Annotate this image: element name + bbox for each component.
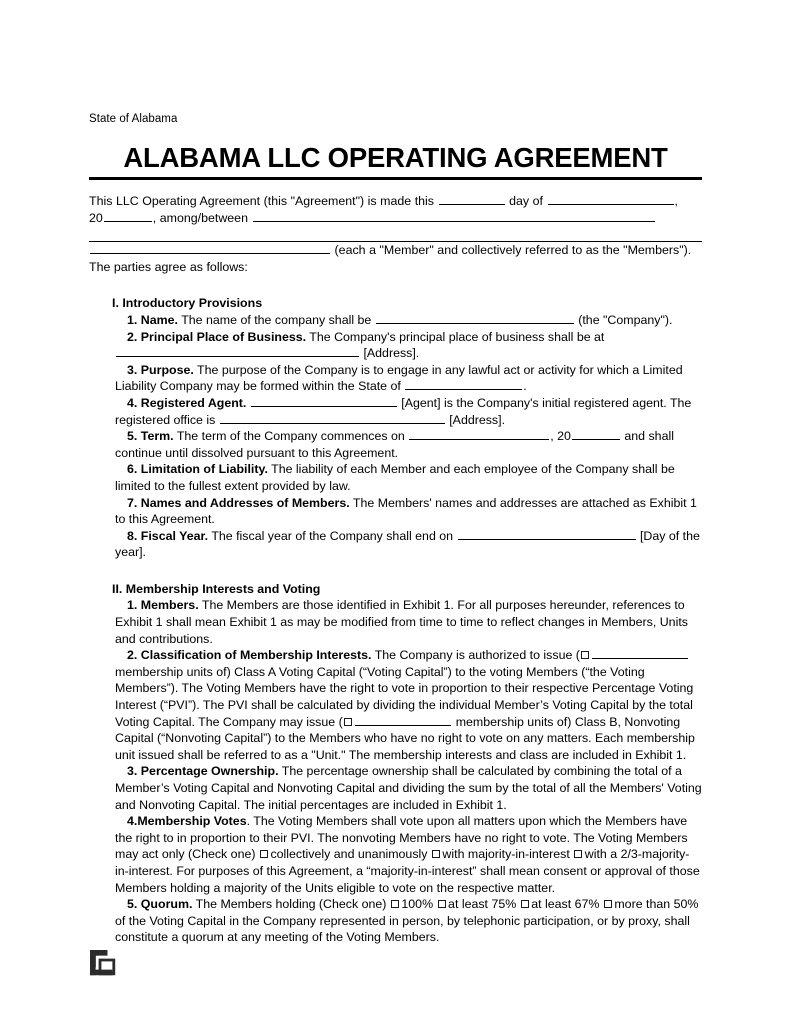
clause-ii-4-membership-votes [115,813,702,896]
clause-number: 8. [127,528,138,543]
intro-line-4: The parties agree as follows: [89,259,248,274]
clause-number: 4. [127,814,138,829]
clause-lead: Limitation of Liability. [140,462,268,477]
clause-number: 3. [127,362,138,377]
clause-text-tail: For purposes of this Agreement, a “majority-in-interest” shall mean consent or approval of those Members holding a majority of the Units eligible to vote on the respective matter. [115,863,700,895]
clause-ii-2-classification [115,647,702,763]
clause-lead: Names and Addresses of Members. [140,495,350,510]
clause-lead: Quorum. [140,897,193,912]
clause-text-tail: . [523,379,527,394]
clause-text-tail: and shall continue until dissolved pursuant to this Agreement. [115,429,674,460]
blank-state[interactable] [405,378,522,390]
option-label-collectively: collectively and unanimously [270,847,428,862]
clause-text: The Members holding (Check one) [195,897,387,912]
clause-5-term [115,428,702,461]
option-label-quorum-75: at least 75% [448,897,517,912]
option-label-quorum-100: 100% [401,897,434,912]
option-label-quorum-more: more [614,897,643,912]
document-content [89,112,702,946]
page-title: ALABAMA LLC OPERATING AGREEMENT [123,142,668,173]
clause-text: The Company's principal place of business shall be at [309,329,605,344]
clause-2-principal-place [127,329,702,346]
clause-text-mid: , 20 [550,429,571,444]
blank-parties-1[interactable] [253,210,655,222]
clause-text: The liability of each Member and each employee of the Company shall be limited to the fullest extent provided by law. [115,462,675,493]
clause-text-tail: than 50% of the Voting Capital in the Company represented in person, by telephonic participation, or by proxy, shall constitute a quorum at any meeting of the Voting Members. [115,897,699,945]
checkbox-class-b-units[interactable] [344,718,352,726]
intro-line-2 [89,210,702,227]
blank-day[interactable] [439,193,505,205]
checkbox-quorum-more-than-50[interactable] [604,900,612,908]
checkbox-vote-two-thirds[interactable] [574,850,582,858]
clause-text: The purpose of the Company is to engage in any lawful act or activity for which a Limited Liability Company may be formed within the State of [115,362,683,394]
checkbox-quorum-100[interactable] [391,900,399,908]
clause-lead: Registered Agent. [140,395,247,410]
clause-number: 6. [127,462,138,477]
clause-text: . The Voting Members shall vote upon all matters upon which the Members have the right to in proportion to their PVI. The nonvoting Members have no right to vote. The Voting Members may act only (Check one) [115,814,688,862]
clause-number: 5. [127,897,138,912]
section-heading-2: II. Membership Interests and Voting [112,581,321,596]
clause-ii-5-quorum [115,896,702,946]
clause-text-tail: membership units of) Class B, Nonvoting Capital (“Nonvoting Capital”) to the Members who have no right to vote on any matters. Each membership unit issued shall be referred to as a "Unit." The membership interests and class are included in Exhibit 1. [115,714,695,762]
clause-lead: Name. [140,312,178,327]
clause-lead: Fiscal Year. [140,528,209,543]
clause-6-limitation-of-liability [115,461,702,494]
title-underline [89,177,702,180]
clause-lead: Purpose. [140,362,194,377]
clause-number: 5. [127,429,138,444]
clause-ii-1-members [115,597,702,647]
title-block [89,142,702,180]
intro-line-3 [89,242,702,259]
clause-lead: Percentage Ownership. [140,764,279,779]
intro-text-c: , [674,194,678,208]
clause-text-mid: membership units of) Class A Voting Capital (“Voting Capital”) to the voting Members (“the Voting Members”). The Voting Members have the right to vote in proportion to their respective Percentage Voting Interest (“PVI”). The PVI shall be calculated by dividing the individual Member’s Voting Capital by the total Voting Capital. The Company may issue ( [115,664,694,729]
clause-text: The percentage ownership shall be calculated by combining the total of a Member’s Voting Capital and Nonvoting Capital and dividing the sum by the total of all the Members' Voting and Nonvoting Capital. The initial percentages are included in Exhibit 1. [115,764,702,812]
clause-text: The term of the Company commences on [176,429,405,444]
blank-year[interactable] [104,210,152,222]
legal-templates-logo-icon [90,950,118,978]
clause-number: 1. [127,598,138,613]
blank-agent-name[interactable] [251,395,397,407]
clause-lead: Principal Place of Business. [140,329,307,344]
clause-lead: Classification of Membership Interests. [140,648,372,663]
clause-ii-3-percentage-ownership [115,763,702,813]
checkbox-quorum-75[interactable] [438,900,446,908]
intro-among: , among/between [152,210,248,225]
clause-8-fiscal-year [115,528,702,561]
clause-number: 4. [127,395,138,410]
clause-text-tail: [Address]. [449,412,506,427]
blank-fiscal-year-end[interactable] [458,528,636,540]
section-introductory-provisions [89,295,702,561]
blank-commence-year[interactable] [572,428,620,440]
clause-2-address-line [115,345,702,362]
clause-text-tail: [Address]. [363,346,420,361]
blank-company-name[interactable] [376,312,574,324]
blank-class-b-units[interactable] [355,714,451,726]
section-heading-1: I. Introductory Provisions [112,296,263,311]
blank-parties-3[interactable] [90,242,330,254]
state-line: State of Alabama [89,113,178,125]
intro-text-b: day of [509,194,543,208]
clause-7-names-addresses [115,495,702,528]
clause-number: 1. [127,312,138,327]
checkbox-quorum-67[interactable] [521,900,529,908]
blank-parties-2[interactable] [89,226,702,242]
clause-3-purpose [115,362,702,395]
option-label-quorum-67: at least 67% [531,897,600,912]
clause-lead: Membership Votes [137,814,247,829]
clause-lead: Members. [140,598,199,613]
blank-business-address[interactable] [116,345,359,357]
clause-text: The Company is authorized to issue ( [374,648,580,663]
intro-year-prefix: 20 [89,210,103,225]
option-label-majority: with majority-in-interest [442,847,570,862]
clause-number: 2. [127,329,138,344]
clause-1-name [127,312,702,329]
clause-number: 3. [127,764,138,779]
section-membership-interests-voting [89,581,702,946]
intro-line-1 [89,193,702,210]
blank-month[interactable] [548,193,674,205]
option-label-two-thirds: with a 2/3-majority-in-interest. [115,847,690,878]
clause-text: The fiscal year of the Company shall end on [211,528,454,543]
clause-text-tail: [Day of the year]. [115,528,700,560]
intro-text-a: This LLC Operating Agreement (this "Agreement") is made this [89,194,434,208]
clause-text: The name of the company shall be [181,312,372,327]
checkbox-vote-collectively[interactable] [260,850,268,858]
checkbox-class-a-units[interactable] [581,651,589,659]
checkbox-vote-majority[interactable] [432,850,440,858]
blank-commence-date[interactable] [409,428,549,440]
clause-number: 2. [127,648,138,663]
clause-lead: Term. [140,429,174,444]
clause-4-registered-agent [115,395,702,428]
blank-class-a-units[interactable] [592,647,688,659]
clause-text-tail: (the "Company"). [578,312,673,327]
clause-text: The Members' names and addresses are attached as Exhibit 1 to this Agreement. [115,495,697,527]
clause-number: 7. [127,495,138,510]
intro-members-tail: (each a "Member" and collectively referred to as the "Members"). [334,243,692,258]
intro-paragraph [89,193,702,275]
clause-text: The Members are those identified in Exhibit 1. For all purposes hereunder, references to Exhibit 1 shall mean Exhibit 1 as may be modified from time to time to reflect changes in Members, Units and contributions. [115,598,688,646]
blank-registered-office[interactable] [220,412,445,424]
clause-text: [Agent] is the Company's initial registered agent. The registered office is [115,395,692,427]
